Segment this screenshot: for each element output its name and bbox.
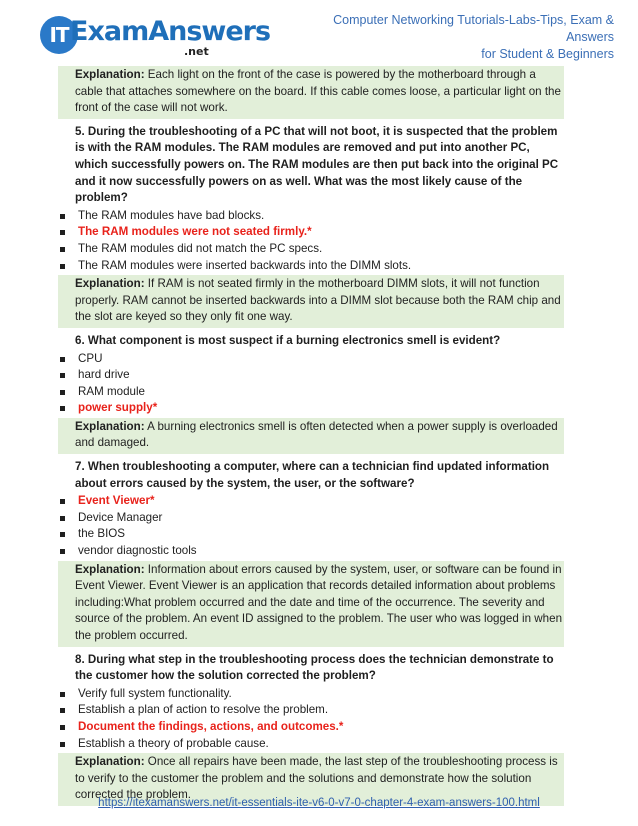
answer-list bbox=[58, 686, 564, 752]
correct-answer-option: power supply* bbox=[58, 400, 564, 417]
explanation-label: Explanation: bbox=[75, 68, 145, 81]
intro-explanation bbox=[58, 66, 564, 119]
explanation-text: Once all repairs have been made, the last step of the troubleshooting process is to verify to the customer the problem and the solutions and demonstrate how the solution corrected the problem. bbox=[75, 755, 558, 802]
answer-explanation bbox=[58, 561, 564, 647]
answer-option: the BIOS bbox=[58, 526, 564, 543]
answer-option: Device Manager bbox=[58, 510, 564, 527]
answer-option: Establish a theory of probable cause. bbox=[58, 736, 564, 753]
answer-option: Verify full system functionality. bbox=[58, 686, 564, 703]
answer-option: Establish a plan of action to resolve the problem. bbox=[58, 702, 564, 719]
site-tagline bbox=[294, 12, 614, 63]
explanation-text: Each light on the front of the case is powered by the motherboard through a cable that attaches somewhere on the board. If this cable comes loose, a particular light on the front of the case will not work. bbox=[75, 68, 561, 115]
answer-option: The RAM modules have bad blocks. bbox=[58, 208, 564, 225]
question-text: 5. During the troubleshooting of a PC that will not boot, it is suspected that the problem is with the RAM modules. The RAM modules are removed and put into another PC, which successfully powers on. The RAM modules are then put back into the original PC and it now successfully powers on as well. What was the most likely cause of the problem? bbox=[75, 124, 559, 205]
explanation-text: Information about errors caused by the system, user, or software can be found in Event Viewer. Event Viewer is an application that records detailed information about problems including:What problem occurred and the date and time of the occurrence. The severity and source of the problem. An event ID assigned to the problem. The user who was logged in when the problem occurred. bbox=[75, 562, 563, 642]
correct-answer-option: The RAM modules were not seated firmly.* bbox=[58, 224, 564, 241]
answer-option: hard drive bbox=[58, 367, 564, 384]
correct-answer-option: Document the findings, actions, and outcomes.* bbox=[58, 719, 564, 736]
question-text: 7. When troubleshooting a computer, where can a technician find updated information about errors caused by the system, the user, or the software? bbox=[75, 460, 550, 490]
logo-it-circle: IT bbox=[40, 16, 78, 54]
question-list bbox=[58, 124, 564, 806]
explanation-label: Explanation: bbox=[75, 419, 145, 433]
logo-wordmark: ExamAnswers bbox=[70, 16, 271, 47]
source-url-link[interactable]: https://itexamanswers.net/it-essentials-ite-v6-0-v7-0-chapter-4-exam-answers-100.html bbox=[98, 797, 540, 809]
page-header bbox=[0, 0, 638, 60]
tagline-line-2: for Student & Beginners bbox=[481, 47, 614, 61]
explanation-label: Explanation: bbox=[75, 562, 145, 576]
logo-domain: .net bbox=[184, 45, 209, 58]
question-text: 6. What component is most suspect if a burning electronics smell is evident? bbox=[75, 333, 501, 347]
correct-answer-option: Event Viewer* bbox=[58, 493, 564, 510]
answer-option: RAM module bbox=[58, 384, 564, 401]
answer-explanation bbox=[58, 418, 564, 454]
tagline-line-1: Computer Networking Tutorials-Labs-Tips, Exam & Answers bbox=[333, 13, 614, 44]
question-block bbox=[58, 652, 564, 806]
answer-list bbox=[58, 208, 564, 274]
page-content bbox=[58, 66, 564, 811]
answer-option: CPU bbox=[58, 351, 564, 368]
explanation-label: Explanation: bbox=[75, 277, 145, 291]
question-block bbox=[58, 333, 564, 454]
answer-option: The RAM modules did not match the PC specs. bbox=[58, 241, 564, 258]
answer-list bbox=[58, 493, 564, 559]
explanation-text: If RAM is not seated firmly in the motherboard DIMM slots, it will not function properly. RAM cannot be inserted backwards into a DIMM slot because both the RAM chip and the slot are keyed so they only fit one way. bbox=[75, 277, 561, 324]
question-block bbox=[58, 124, 564, 328]
question-block bbox=[58, 459, 564, 647]
answer-option: vendor diagnostic tools bbox=[58, 543, 564, 560]
site-logo[interactable] bbox=[40, 14, 271, 58]
answer-list bbox=[58, 351, 564, 417]
answer-option: The RAM modules were inserted backwards into the DIMM slots. bbox=[58, 258, 564, 275]
answer-explanation bbox=[58, 275, 564, 328]
question-text: 8. During what step in the troubleshooting process does the technician demonstrate to the customer how the solution corrected the problem? bbox=[75, 652, 554, 683]
explanation-text: A burning electronics smell is often detected when a power supply is overloaded and damaged. bbox=[75, 419, 558, 450]
explanation-label: Explanation: bbox=[75, 755, 145, 769]
